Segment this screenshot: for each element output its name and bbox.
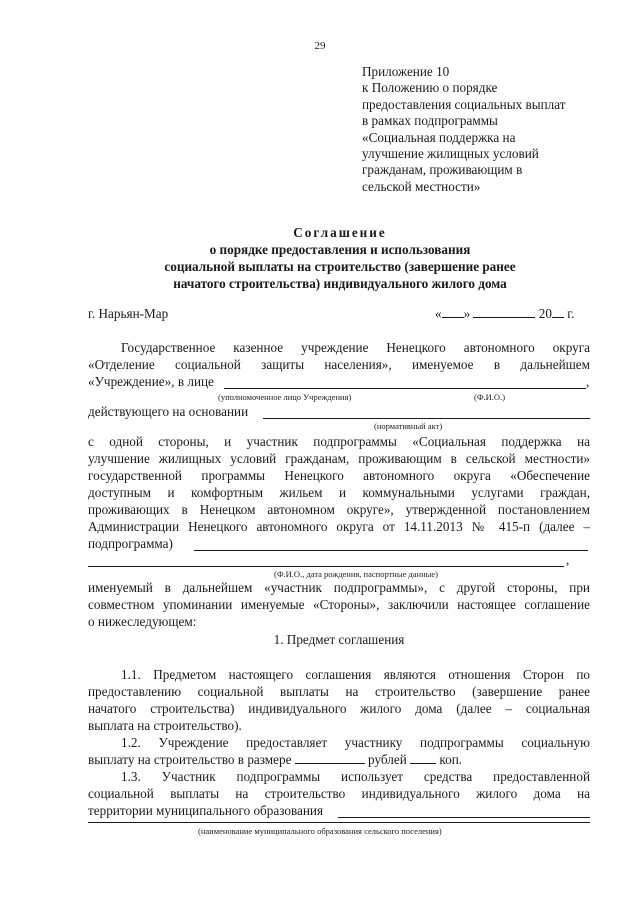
appendix-line: гражданам, проживающим в — [362, 162, 523, 178]
month-blank — [473, 305, 535, 318]
year-blank — [552, 305, 564, 318]
caption-person: (уполномоченное лицо Учреждения) — [218, 392, 352, 402]
clause-line: 1.3. Участник подпрограммы использует средства предоставленной — [121, 769, 590, 784]
municipality-line — [88, 822, 590, 823]
rubles-blank — [295, 751, 365, 764]
intro-line: государственной программы Ненецкого автономного округа «Обеспечение — [88, 468, 590, 483]
caption-participant: (Ф.И.О., дата рождения, паспортные данные) — [274, 569, 438, 579]
clause-line: предоставлению социальной выплаты на строительство (завершение ранее — [88, 684, 590, 699]
kopecks-blank — [410, 751, 436, 764]
program-blank — [194, 538, 588, 551]
appendix-line: предоставления социальных выплат — [362, 96, 566, 112]
document-page: 29 Приложение 10 к Положению о порядке предоставления социальных выплат в рамках подпрограммы «Социальная поддержка на улучшение жилищных условий гражданам, проживающим в сельской местности» Соглашение о порядке предоставления и использования социальной выплаты на строительство (завершение ранее начатого строительства) индивидуального жилого дома г. Нарьян-Мар « » 20 г. Государственное казенное учреждение Ненецкого автономного округа «Отделение социальной защиты населения», именуемое в дальнейшем «Учреждение», в лице , (уполномоченное лицо Учреждения) (Ф.И.О.) действующего на основании (нормативный акт) с одной стороны, и участник подпрограммы «Социальная поддержка на улучшение жилищных условий гражданам, проживающим в сельской местности» государственной программы Ненецкого автономного округа «Обеспечение доступным и комфортным жильем и коммунальными услугами граждан, проживающих в Ненецком автономном округе», утвержденной постановлением Администрации Ненецкого автономного округа от 14.11.2013 № 415-п (далее – подпрограмма) , (Ф.И.О., дата рождения, паспортные данные) именуемый в дальнейшем «участник подпрограммы», с другой стороны, при совместном упоминании именуемые «Стороны», заключили настоящее соглашение о нижеследующем: 1. Предмет соглашения 1.1. Предметом настоящего соглашения являются отношения Сторон по предоставлению социальной выплаты на строительство (завершение ранее начатого строительства) индивидуального жилого дома (далее – социальная выплата на строительство). 1.2. Учреждение предоставляет участнику подпрограммы социальную выплату на строительство в размере рублей коп. 1.3. Участник подпрограммы использует средства предоставленной социальной выплаты на строительство индивидуального жилого дома на территории муниципального образования (наименование муниципального образования сельского поселения) — [0, 0, 640, 905]
intro-line: доступным и комфортным жильем и коммунальными услугами граждан, — [88, 485, 590, 500]
caption-fio: (Ф.И.О.) — [474, 392, 506, 402]
clause-line: 1.1. Предметом настоящего соглашения являются отношения Сторон по — [121, 667, 590, 682]
appendix-line: сельской местности» — [362, 178, 481, 194]
date-field: « » 20 г. — [435, 306, 575, 321]
intro-line-basis: действующего на основании — [88, 403, 590, 420]
intro-line: совместном упоминании именуемые «Стороны», заключили настоящее соглашение — [88, 597, 590, 612]
intro-line: проживающих в Ненецком автономном округе», утвержденной постановлением — [88, 502, 590, 517]
clause-line: 1.2. Учреждение предоставляет участнику подпрограммы социальную — [121, 735, 590, 750]
intro-line: о нижеследующем: — [88, 614, 197, 629]
clause-line-territory: территории муниципального образования — [88, 802, 590, 819]
title-line: начатого строительства) индивидуального жилого дома — [173, 276, 507, 291]
territory-blank — [338, 805, 590, 818]
intro-line: Администрации Ненецкого автономного округа от 14.11.2013 № 415-п (далее – — [88, 519, 590, 534]
page-number: 29 — [314, 40, 326, 52]
title-line: о порядке предоставления и использования — [209, 242, 471, 257]
intro-line-person: «Учреждение», в лице , — [88, 374, 590, 389]
appendix-line: Приложение 10 — [362, 64, 450, 79]
appendix-block — [362, 64, 622, 195]
appendix-line: «Социальная поддержка на — [362, 129, 516, 145]
intro-line: «Отделение социальной защиты населения», именуемое в дальнейшем — [88, 357, 590, 372]
intro-line: именуемый в дальнейшем «участник подпрограммы», с другой стороны, при — [88, 580, 590, 595]
city: г. Нарьян-Мар — [88, 306, 169, 321]
caption-municipality: (наименование муниципального образования сельского поселения) — [198, 826, 442, 836]
clause-line: выплата на строительство). — [88, 718, 242, 733]
person-blank — [224, 376, 586, 389]
clause-line-amount: выплату на строительство в размере рублей коп. — [88, 752, 463, 767]
intro-line: улучшение жилищных условий гражданам, проживающим в сельской местности» — [88, 451, 590, 466]
intro-line: Государственное казенное учреждение Ненецкого автономного округа — [121, 340, 590, 355]
caption-act: (нормативный акт) — [374, 421, 443, 431]
intro-line-program: подпрограмма) — [88, 535, 590, 552]
title-main: Соглашение — [293, 225, 387, 240]
appendix-line: к Положению о порядке — [362, 80, 498, 96]
basis-blank — [263, 406, 590, 419]
title-line: социальной выплаты на строительство (завершение ранее — [164, 259, 516, 274]
day-blank — [442, 305, 464, 318]
participant-blank — [88, 554, 564, 567]
appendix-line: в рамках подпрограммы — [362, 113, 498, 129]
clause-line: социальной выплаты на строительство индивидуального жилого дома на — [88, 786, 590, 801]
section-title: 1. Предмет соглашения — [273, 632, 405, 647]
clause-line: начатого строительства) индивидуального жилого дома (далее – социальная — [88, 701, 590, 716]
appendix-line: улучшение жилищных условий — [362, 146, 539, 162]
intro-line: с одной стороны, и участник подпрограммы «Социальная поддержка на — [88, 434, 590, 449]
place-date-line — [88, 305, 590, 322]
document-title — [60, 224, 620, 292]
